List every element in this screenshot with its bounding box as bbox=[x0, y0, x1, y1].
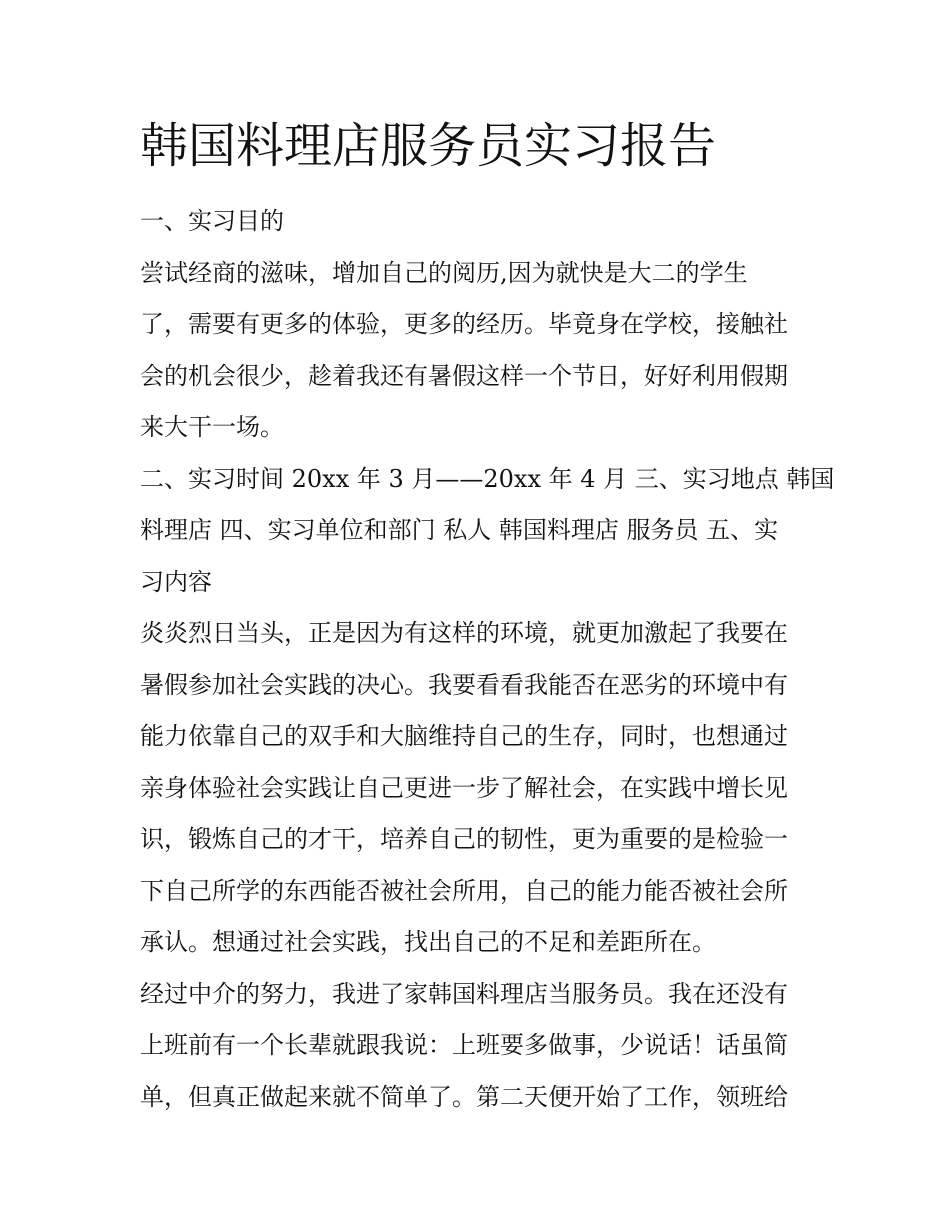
text-line: 炎炎烈日当头，正是因为有这样的环境，就更加激起了我要在 bbox=[140, 619, 788, 647]
text-line: 上班前有一个长辈就跟我说：上班要多做事，少说话！话虽简 bbox=[140, 1031, 788, 1059]
text-line: 经过中介的努力，我进了家韩国料理店当服务员。我在还没有 bbox=[140, 979, 788, 1008]
text-line: 承认。想通过社会实践，找出自己的不足和差距所在。 bbox=[140, 928, 716, 956]
section-heading-purpose bbox=[140, 196, 810, 248]
document-title: 韩国料理店服务员实习报告 bbox=[140, 118, 717, 174]
text-line: 单，但真正做起来就不简单了。第二天便开始了工作，领班给 bbox=[140, 1082, 788, 1111]
text-line: 来大干一场。 bbox=[140, 413, 284, 441]
paragraph-purpose bbox=[140, 248, 810, 454]
text-line: 能力依靠自己的双手和大脑维持自己的生存，同时，也想通过 bbox=[140, 722, 788, 750]
paragraph-content bbox=[140, 608, 810, 969]
text-line: 习内容 bbox=[140, 567, 212, 596]
text-line: 暑假参加社会实践的决心。我要看看我能否在恶劣的环境中有 bbox=[140, 670, 788, 699]
document-body bbox=[140, 196, 835, 1123]
text-line: 会的机会很少，趁着我还有暑假这样一个节日，好好利用假期 bbox=[140, 361, 788, 390]
paragraph-time-place bbox=[140, 454, 835, 609]
text-line: 尝试经商的滋味，增加自己的阅历,因为就快是大二的学生 bbox=[140, 258, 748, 287]
text-line: 料理店 四、实习单位和部门 私人 韩国料理店 服务员 五、实 bbox=[140, 516, 779, 544]
text-line: 一、实习目的 bbox=[140, 207, 284, 235]
text-line: 识，锻炼自己的才干，培养自己的韧性，更为重要的是检验一 bbox=[140, 825, 788, 853]
paragraph-work bbox=[140, 969, 810, 1124]
text-line: 二、实习时间 20xx 年 3 月——20xx 年 4 月 三、实习地点 韩国 bbox=[140, 464, 835, 493]
text-line: 亲身体验社会实践让自己更进一步了解社会，在实践中增长见 bbox=[140, 773, 788, 802]
text-line: 了，需要有更多的体验，更多的经历。毕竟身在学校，接触社 bbox=[140, 310, 788, 338]
text-line: 下自己所学的东西能否被社会所用，自己的能力能否被社会所 bbox=[140, 876, 788, 905]
